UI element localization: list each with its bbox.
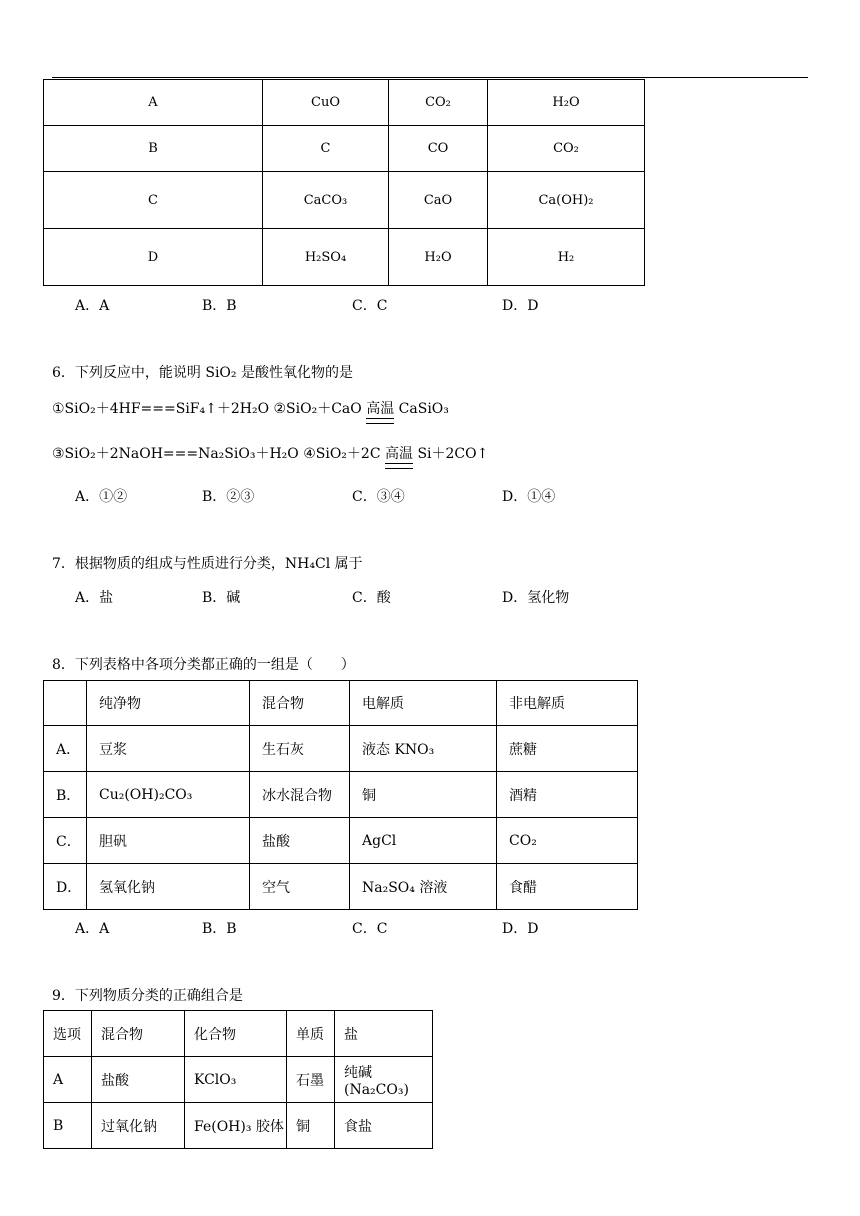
option-c[interactable]: C．C bbox=[352, 921, 388, 937]
table-header-row bbox=[44, 1011, 433, 1057]
condition-label: 高温 bbox=[366, 401, 395, 417]
equation-text: ③SiO₂＋2NaOH===Na₂SiO₃＋H₂O ④SiO₂＋2C bbox=[52, 446, 385, 462]
classification-table bbox=[43, 680, 638, 910]
table-header-cell: 选项 bbox=[44, 1011, 92, 1057]
question-6-stem: 6．下列反应中，能说明 SiO₂ 是酸性氧化物的是 bbox=[52, 365, 353, 381]
table-cell: 酒精 bbox=[497, 772, 638, 818]
table-row bbox=[44, 1057, 433, 1103]
option-d[interactable]: D．①④ bbox=[502, 489, 556, 505]
table-row bbox=[44, 126, 645, 172]
option-b[interactable]: B．②③ bbox=[202, 489, 255, 505]
table-cell: 过氧化钠 bbox=[92, 1103, 185, 1149]
table-cell: H₂SO₄ bbox=[263, 229, 389, 286]
table-cell: CaO bbox=[389, 172, 488, 229]
equation-text: ①SiO₂＋4HF===SiF₄↑＋2H₂O ②SiO₂＋CaO bbox=[52, 401, 367, 417]
equals-sign bbox=[366, 418, 394, 424]
table-header-cell: 电解质 bbox=[350, 681, 497, 726]
table-cell: 食醋 bbox=[497, 864, 638, 910]
table-header-cell: 混合物 bbox=[250, 681, 350, 726]
option-c[interactable]: C．C bbox=[352, 298, 388, 314]
table-cell: D bbox=[44, 229, 263, 286]
table-row bbox=[44, 818, 638, 864]
table-row bbox=[44, 1103, 433, 1149]
table-cell: CuO bbox=[263, 80, 389, 126]
option-d[interactable]: D．D bbox=[502, 298, 539, 314]
table-header-cell bbox=[44, 681, 87, 726]
table-header-cell: 化合物 bbox=[185, 1011, 287, 1057]
table-cell: 冰水混合物 bbox=[250, 772, 350, 818]
table-cell: Cu₂(OH)₂CO₃ bbox=[87, 772, 250, 818]
table-cell: 生石灰 bbox=[250, 726, 350, 772]
table-cell: A bbox=[44, 1057, 92, 1103]
option-b[interactable]: B．碱 bbox=[202, 590, 241, 606]
option-c[interactable]: C．酸 bbox=[352, 590, 391, 606]
table-row bbox=[44, 726, 638, 772]
table-cell: H₂ bbox=[488, 229, 645, 286]
table-cell: B bbox=[44, 126, 263, 172]
table-cell: CO₂ bbox=[488, 126, 645, 172]
equals-sign bbox=[385, 463, 413, 469]
table-cell: Na₂SO₄ 溶液 bbox=[350, 864, 497, 910]
table-header-cell: 纯净物 bbox=[87, 681, 250, 726]
table-cell: B bbox=[44, 1103, 92, 1149]
option-a[interactable]: A．盐 bbox=[75, 590, 114, 606]
table-row bbox=[44, 172, 645, 229]
table-cell: C． bbox=[44, 818, 87, 864]
table-cell: AgCl bbox=[350, 818, 497, 864]
equation-line-2 bbox=[52, 443, 488, 469]
table-cell: B． bbox=[44, 772, 87, 818]
table-cell: C bbox=[44, 172, 263, 229]
table-cell: C bbox=[263, 126, 389, 172]
table-header-cell: 混合物 bbox=[92, 1011, 185, 1057]
question-9-stem: 9．下列物质分类的正确组合是 bbox=[52, 988, 243, 1004]
table-cell: H₂O bbox=[488, 80, 645, 126]
table-cell: A bbox=[44, 80, 263, 126]
table-cell: CO bbox=[389, 126, 488, 172]
option-a[interactable]: A．A bbox=[75, 921, 110, 937]
question-8-stem: 8．下列表格中各项分类都正确的一组是（ ） bbox=[52, 657, 355, 673]
option-c[interactable]: C．③④ bbox=[352, 489, 405, 505]
table-cell: 空气 bbox=[250, 864, 350, 910]
table-cell: 石墨 bbox=[287, 1057, 335, 1103]
option-d[interactable]: D．氢化物 bbox=[502, 590, 570, 606]
table-row bbox=[44, 80, 645, 126]
option-b[interactable]: B．B bbox=[202, 298, 237, 314]
table-cell: 氢氧化钠 bbox=[87, 864, 250, 910]
high-temperature-condition bbox=[385, 447, 413, 469]
table-cell: A． bbox=[44, 726, 87, 772]
table-cell: CO₂ bbox=[497, 818, 638, 864]
table-cell: 盐酸 bbox=[92, 1057, 185, 1103]
condition-label: 高温 bbox=[385, 446, 413, 462]
reaction-table bbox=[43, 79, 645, 286]
top-rule bbox=[52, 77, 808, 78]
table-cell: 蔗糖 bbox=[497, 726, 638, 772]
equation-text: Si＋2CO↑ bbox=[413, 446, 489, 462]
table-cell: 液态 KNO₃ bbox=[350, 726, 497, 772]
equation-text: CaSiO₃ bbox=[394, 401, 449, 417]
table-cell: Fe(OH)₃ 胶体 bbox=[185, 1103, 287, 1149]
table-cell: 豆浆 bbox=[87, 726, 250, 772]
table-cell: 胆矾 bbox=[87, 818, 250, 864]
option-b[interactable]: B．B bbox=[202, 921, 237, 937]
table-row bbox=[44, 229, 645, 286]
table-cell: H₂O bbox=[389, 229, 488, 286]
equation-line-1 bbox=[52, 398, 449, 424]
table-cell: 盐酸 bbox=[250, 818, 350, 864]
table-cell: 铜 bbox=[350, 772, 497, 818]
table-cell: 纯碱(Na₂CO₃) bbox=[335, 1057, 433, 1103]
option-a[interactable]: A．①② bbox=[75, 489, 128, 505]
table-header-cell: 非电解质 bbox=[497, 681, 638, 726]
question-7-stem: 7．根据物质的组成与性质进行分类，NH₄Cl 属于 bbox=[52, 556, 363, 572]
table-cell: CO₂ bbox=[389, 80, 488, 126]
table-cell: CaCO₃ bbox=[263, 172, 389, 229]
high-temperature-condition bbox=[366, 402, 394, 424]
substance-table bbox=[43, 1010, 433, 1149]
table-cell: KClO₃ bbox=[185, 1057, 287, 1103]
option-a[interactable]: A．A bbox=[75, 298, 110, 314]
table-cell: D． bbox=[44, 864, 87, 910]
table-row bbox=[44, 864, 638, 910]
table-cell: 铜 bbox=[287, 1103, 335, 1149]
table-header-row bbox=[44, 681, 638, 726]
table-header-cell: 单质 bbox=[287, 1011, 335, 1057]
table-cell: 食盐 bbox=[335, 1103, 433, 1149]
option-d[interactable]: D．D bbox=[502, 921, 539, 937]
table-cell: Ca(OH)₂ bbox=[488, 172, 645, 229]
table-row bbox=[44, 772, 638, 818]
table-header-cell: 盐 bbox=[335, 1011, 433, 1057]
